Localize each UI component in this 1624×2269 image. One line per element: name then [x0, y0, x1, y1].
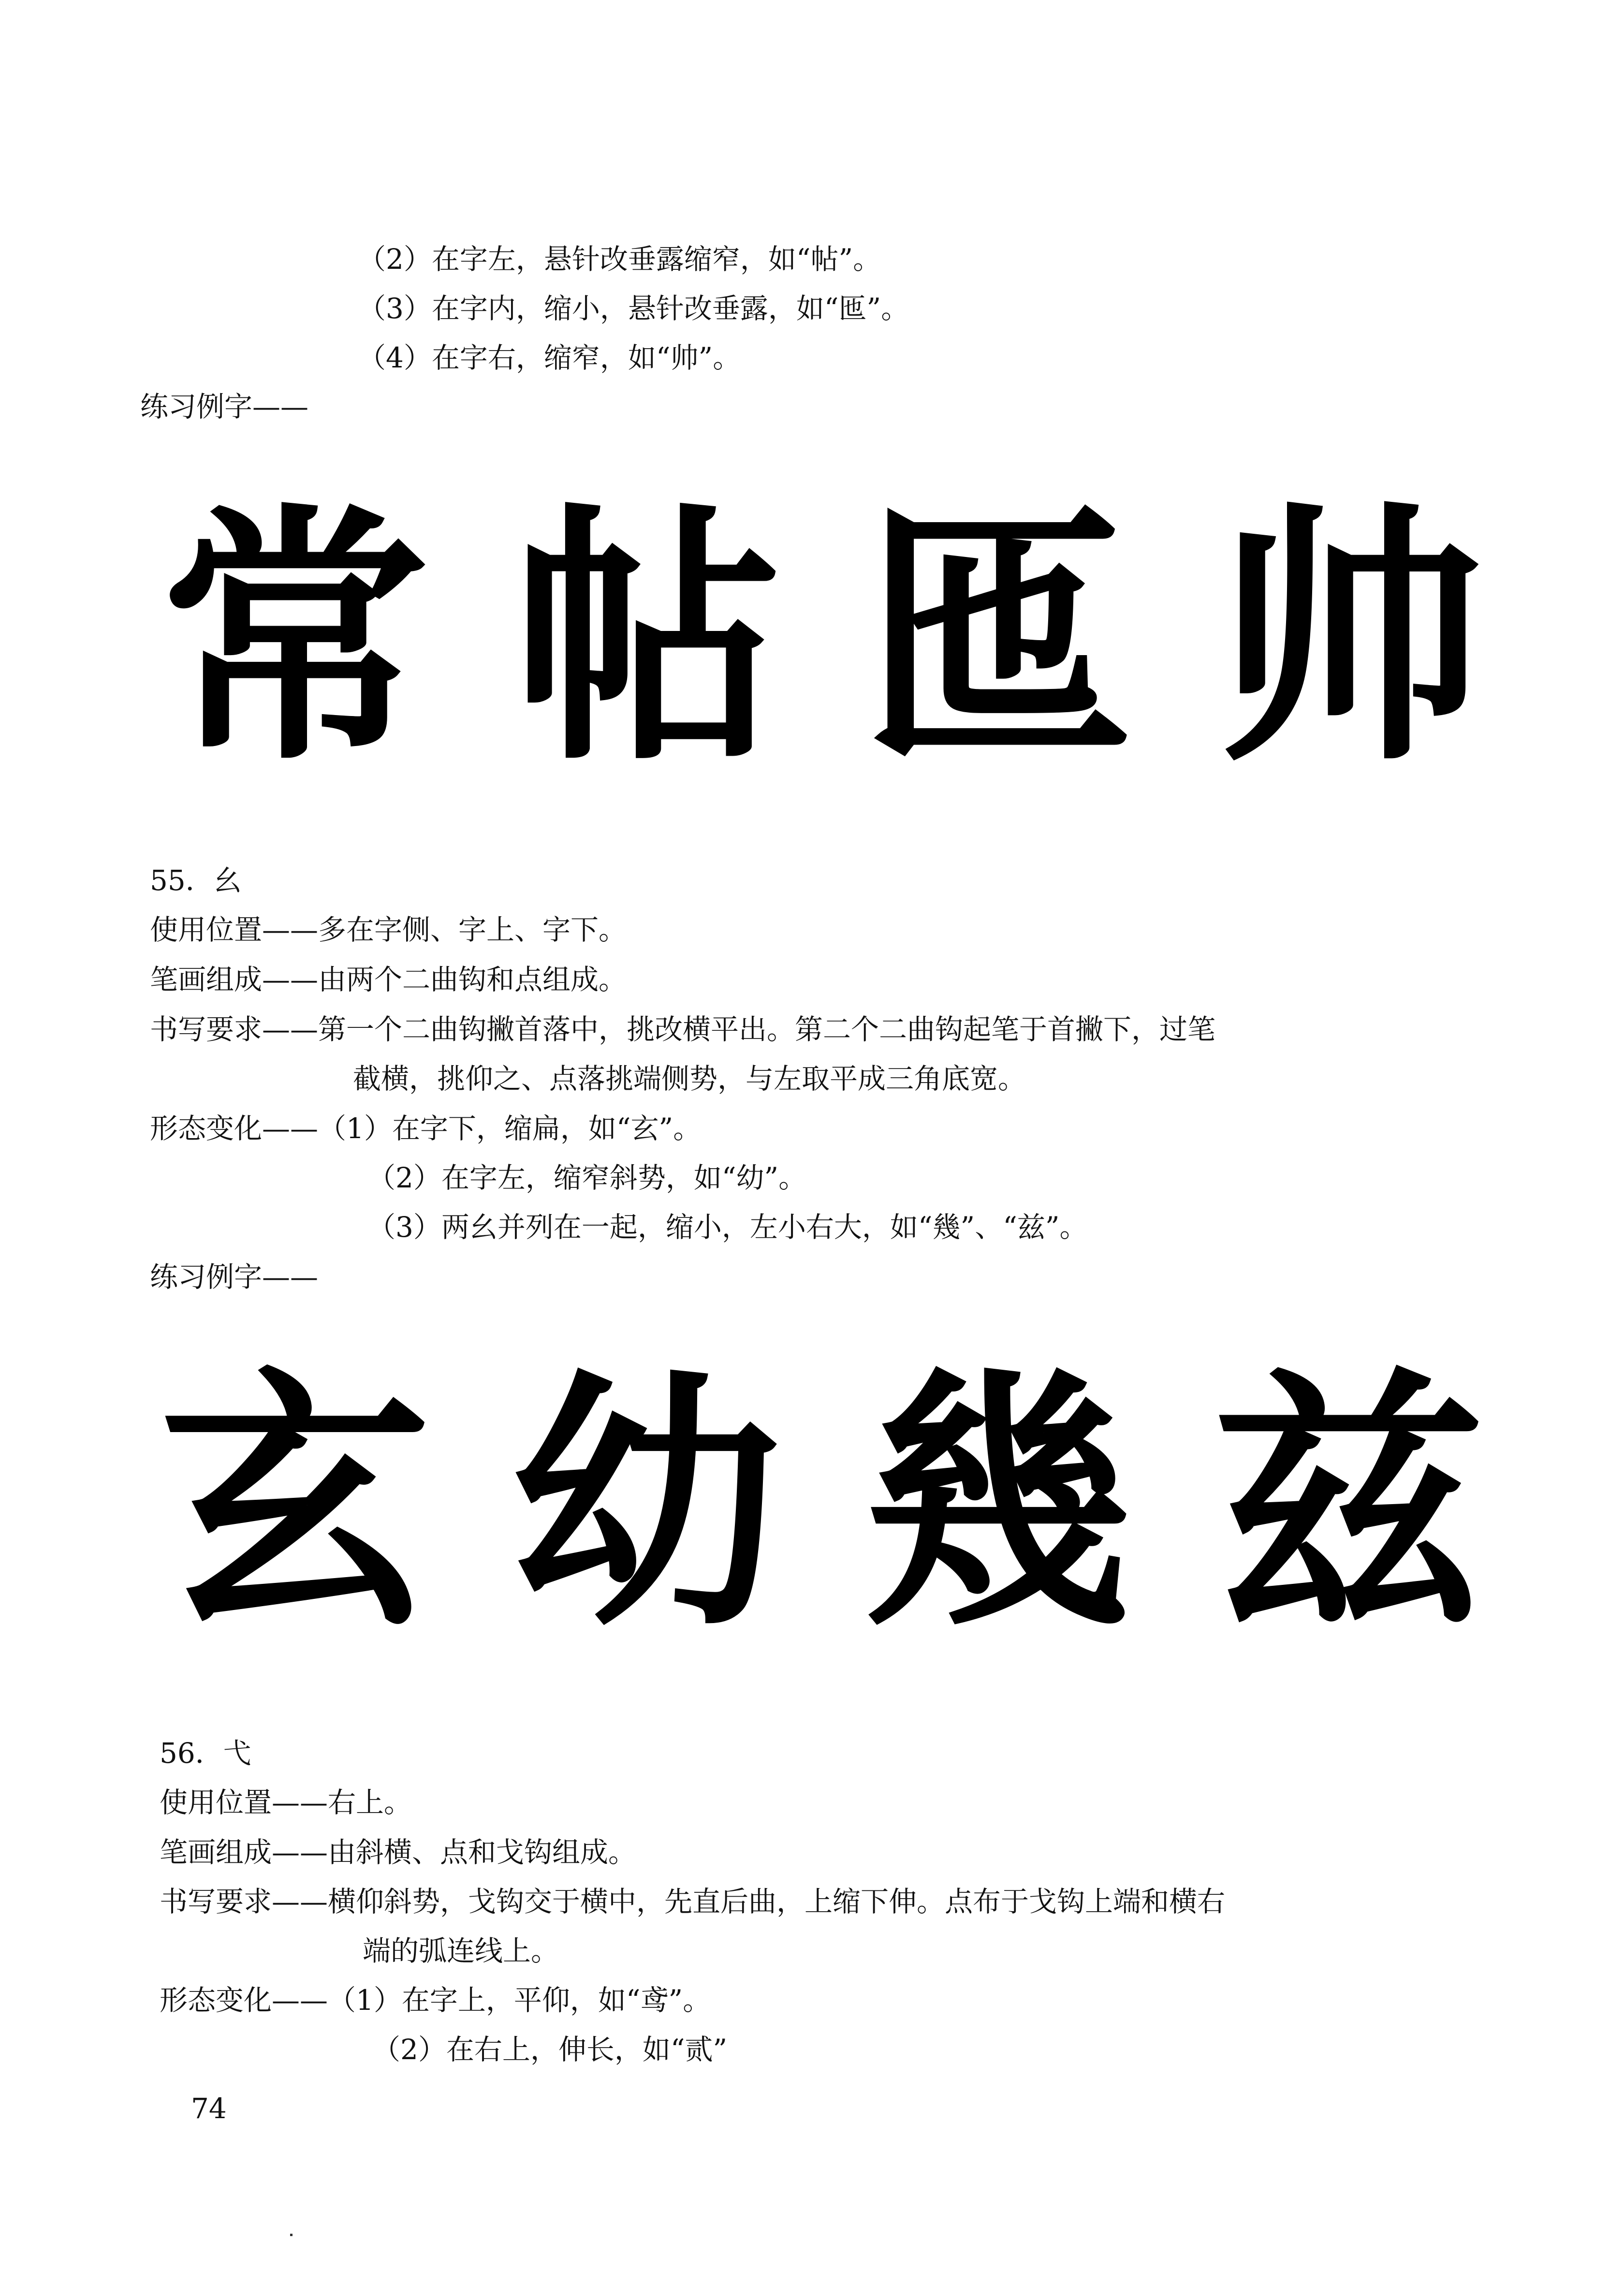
- practice-char: 匜: [862, 479, 1133, 797]
- form-variant-3-text: （3）两幺并列在一起，缩小，左小右大，如“幾”、“兹”。: [367, 1211, 1088, 1244]
- usage-position-text: 使用位置——右上。: [160, 1786, 412, 1819]
- variant-2-text: （2）在字左，悬针改垂露缩窄，如“帖”。: [358, 243, 881, 276]
- practice-char: 幾: [862, 1345, 1133, 1663]
- practice-label: 练习例字——: [150, 1260, 319, 1293]
- usage-position-text: 使用位置——多在字侧、字上、字下。: [150, 913, 627, 946]
- form-variant-1-text: 形态变化——（1）在字上，平仰，如“鸢”。: [160, 1984, 711, 2017]
- practice-chars-row-1: [145, 479, 1499, 797]
- form-variant-2-text: （2）在右上，伸长，如“贰”: [372, 2033, 728, 2066]
- variant-4-text: （4）在字右，缩窄，如“帅”。: [358, 341, 741, 374]
- variant-3-text: （3）在字内，缩小，悬针改垂露，如“匜”。: [358, 292, 909, 325]
- practice-char: 兹: [1213, 1345, 1484, 1663]
- writing-requirement-continuation: 端的弧连线上。: [363, 1934, 559, 1967]
- stroke-composition-text: 笔画组成——由两个二曲钩和点组成。: [150, 963, 627, 996]
- page-number: 74: [191, 2092, 227, 2125]
- writing-requirement-text: 书写要求——第一个二曲钩撇首落中，挑改横平出。第二个二曲钩起笔于首撇下，过笔: [150, 1013, 1216, 1046]
- scan-speck: [290, 2234, 293, 2236]
- writing-requirement-text: 书写要求——横仰斜势，戈钩交于横中，先直后曲，上缩下伸。点布于戈钩上端和横右: [160, 1885, 1226, 1918]
- practice-char: 帖: [511, 479, 782, 797]
- stroke-composition-text: 笔画组成——由斜横、点和戈钩组成。: [160, 1836, 637, 1869]
- practice-char: 玄: [160, 1345, 430, 1663]
- practice-char: 帅: [1213, 479, 1484, 797]
- section-heading: 56．弋: [160, 1737, 251, 1770]
- practice-char: 幼: [511, 1345, 782, 1663]
- form-variant-2-text: （2）在字左，缩窄斜势，如“幼”。: [367, 1161, 807, 1194]
- writing-requirement-continuation: 截横，挑仰之、点落挑端侧势，与左取平成三角底宽。: [353, 1062, 1026, 1095]
- section-heading: 55．幺: [150, 864, 242, 897]
- practice-label: 练习例字——: [140, 390, 309, 423]
- form-variant-1-text: 形态变化——（1）在字下，缩扁，如“玄”。: [150, 1112, 702, 1145]
- practice-char: 常: [160, 479, 430, 797]
- practice-chars-row-2: [145, 1345, 1499, 1663]
